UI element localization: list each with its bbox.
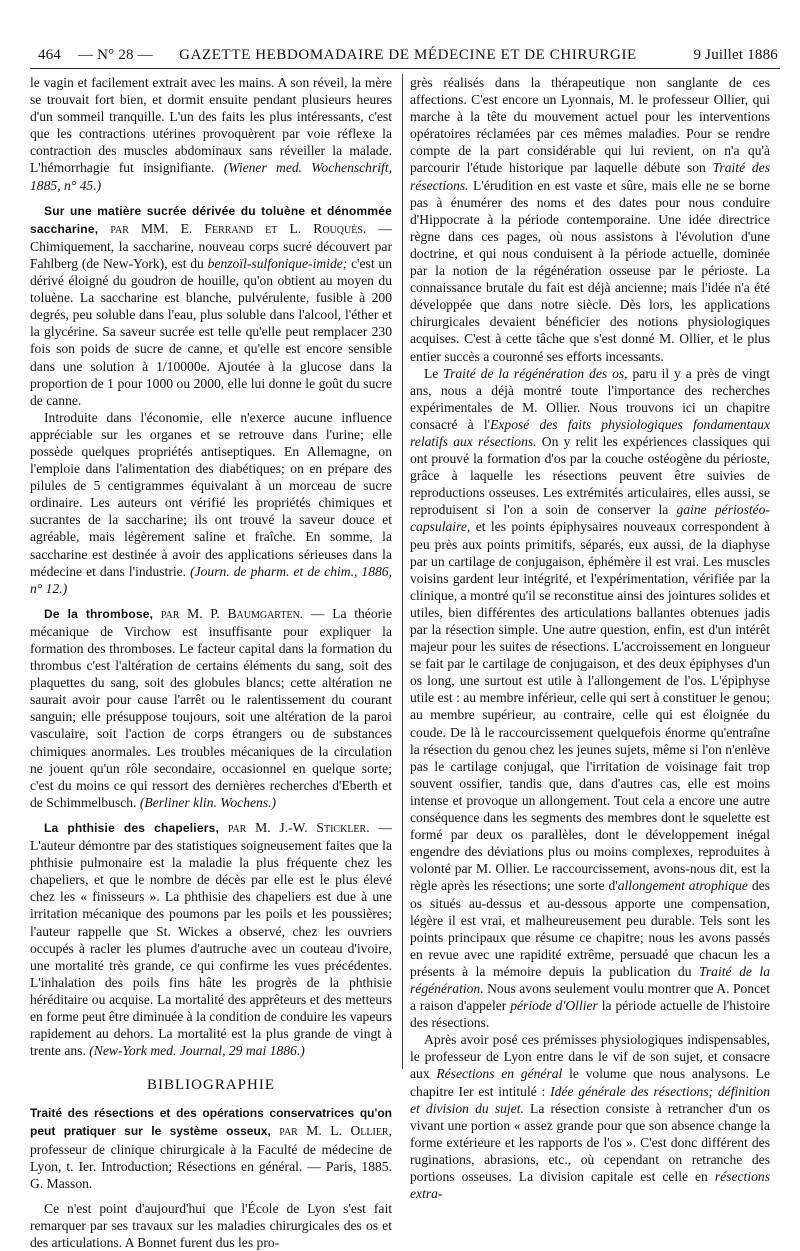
book-title: Traité des résections et des opérations conservatrices qu'on peut pratiquer sur le système osseux, — [30, 1106, 392, 1139]
article-phthisie — [30, 819, 392, 1059]
text: le vagin et facilement extrait avec les mains. A son réveil, la mère se trouvait fort bien, et dormit ensuite pendant plusieurs heures d'un sommeil tranquille. L'un des faits les plus intéressants, c'est que les contractions utérines provoquèrent par voie réflexe la contraction des muscles abdominaux sans réveiller la malade. L'hémorrhagie fut insignifiante. — [30, 75, 392, 176]
citation: (Wiener med. Wochenschrift, 1885, n° 45.) — [30, 160, 393, 193]
text: — L'auteur démontre par des statistiques soigneusement faites que la phthisie pulmonaire est la maladie la plus fréquente chez les chapeliers, et que le nombre de décès par elle est le plus élevé chez les « finisseurs ». La phthisie des chapeliers est due à une irritation mécanique des poumons par les poils et les poussières; l'auteur rappelle que St. Wickes a observé, chez les ouvriers occupés à racler les plumes d'autruche avec un couteau d'ivoire, une mortalité très grande, ce qui confirme les vues précédentes. L'inhalation des poils fins hâte les progrès de la phthisie héréditaire ou acquise. La mortalité des apprêteurs et des metteurs en forme peut être diminuée à la condition de conduire les vapeurs rapidement au dehors. La mortalité est la plus grande de vingt à trente ans. — [30, 819, 393, 1059]
text: La résection consiste à retrancher d'un os vivant une portion « assez grande pour que son absence change la forme extérieure et les rapports de l'os ». C'est donc différent des ruginations, abrasions, etc., où cependant on retranche des portions osseuses. La division capitale est celle en — [410, 1100, 770, 1184]
paragraph — [30, 74, 392, 194]
text: On y relit les expériences classiques qui ont prouvé la formation d'os par la couche ostéogène du périoste, grâce à laquelle les résections peuvent être suivies de reproductions osseuses. Les extrémités articulaires, elles aussi, se reproduisent si l'on a soin de conserver la — [410, 433, 770, 518]
column-divider — [402, 74, 403, 1069]
article-title: De la thrombose, — [44, 606, 154, 621]
emphasis: Idée générale des résections; définition et division du sujet. — [410, 1083, 770, 1116]
emphasis: gaine périostéo-capsulaire, — [410, 502, 771, 535]
chemical-name: benzoïl-sulfonique-imide; — [207, 255, 348, 271]
article-authors: par M. J.-W. Stickler. — [227, 819, 370, 835]
emphasis: période d'Ollier — [510, 998, 598, 1014]
header-rule — [30, 68, 780, 69]
text: paru il y a près de vingt ans, nous a déjà montré toute l'importance des recherches expérimentales de M. Ollier. Nous trouvons ici un chapitre consacré à l' — [410, 365, 770, 432]
text: Nous avons seulement voulu montrer que A. Poncet a raison d'appeler — [410, 980, 770, 1014]
article-thrombose — [30, 605, 392, 811]
text: c'est un dérivé éloigné du goudron de houille, qu'on obtient au moyen du toluène. La saccharine est blanche, pulvérulente, fusible à 200 degrés, peu soluble dans l'eau, plus soluble dans l'alcool, l'éther et la glycérine. Sa saveur sucrée est telle qu'elle peut remplacer 230 fois son poids de sucre de canne, et qu'elle est encore sensible dans une solution à 1/10000e. Ajoutée à la glucose dans la proportion de 1 pour 1000 ou 2000, elle lui donne le goût du sucre de canne. — [30, 255, 393, 408]
text: la période actuelle de l'histoire des résections. — [410, 998, 770, 1031]
text: Le — [424, 365, 439, 381]
text: grès réalisés dans la thérapeutique non sanglante de ces affections. C'est encore un Lyonnais, M. le professeur Ollier, qui marche à la tête du mouvement actuel pour les interventions opératoires réclamées par ces mêmes maladies. Pour se rendre compte de la part considérable qui lui revient, on n'a qu'à parcourir l'étude historique par laquelle débute son — [410, 75, 770, 176]
emphasis: Traité des résections. — [410, 160, 770, 193]
citation: (Journ. de pharm. et de chim., 1886, n° 12.) — [30, 563, 392, 596]
issue-number: — N° 28 — — [78, 47, 153, 63]
text: Après avoir posé ces prémisses physiologiques indispensables, le professeur de Lyon entre dans le vif de son sujet, et consacre aux — [410, 1032, 770, 1082]
text: et les points épiphysaires nouveaux correspondent à peu près aux points primitifs, séparés, eux aussi, de la diaphyse par un cartilage de conjugaison, éphémère il est vrai. Les muscles voisins gardent leur intégrité, et l'expérimentation, vérifiée par la clinique, a montré qu'il se reconstitue ainsi des jointures solides et utiles, bien différentes des articulations ballantes obtenues jadis par la résection simple. Une autre question, enfin, est d'un intérêt majeur pour les suites de résections. L'accroissement en longueur se fait par le cartilage de conjugaison, et des deux épiphyses d'un os long, une surtout est utile à l'allongement de l'os. L'épiphyse utile est : au membre inférieur, celle qui sert à constituer le genou; au membre supérieur, au contraire, celle qui est éloignée du coude. De là le raccourcissement quelquefois énorme qu'entraîne la résection du genou chez les jeunes sujets, même si l'on n'enlève pas le cartilage conjugal, que l'irritation de voisinage fait trop souvent ossifier, tandis que, dans d'autres cas, elle est moins intense et provoque un allongement. Tout cela a encore une autre conséquence dans les segments des membres dont le squelette est formé par deux os parallèles, dont le développement inégal engendre des déviations plus ou moins complexes, reproduites à volonté par M. Ollier. Le raccourcissement, avons-nous dit, est la règle après les résections; une sorte d' — [410, 519, 770, 894]
citation: (Berliner klin. Wochens.) — [139, 794, 277, 810]
left-column — [30, 74, 392, 1251]
book-author: par M. L. Ollier, — [279, 1123, 392, 1139]
text: — Chimiquement, la saccharine, nouveau corps sucré découvert par Fahlberg (de New-York), est du — [30, 220, 392, 271]
emphasis: Résections en général — [436, 1066, 563, 1082]
emphasis: allongement atrophique — [617, 878, 748, 894]
section-heading: BIBLIOGRAPHIE — [147, 1077, 275, 1094]
paragraph — [410, 365, 770, 1032]
page-number: 464 — [38, 47, 62, 63]
article-saccharine — [30, 202, 392, 409]
page-header — [38, 40, 778, 64]
paragraph — [30, 409, 392, 597]
book-details: professeur de clinique chirurgicale à la Faculté de médecine de Lyon, t. Ier. Introduction; Résections en général. — Paris, 1885. G. Masson. — [30, 1141, 392, 1191]
text: — La théorie mécanique de Virchow est insuffisante pour expliquer la formation des thromboses. Le facteur capital dans la formation du thrombus c'est l'altération de certains éléments du sang, soit des plaquettes du sang, soit des globules blancs; cette altération ne saurait avoir pour cause l'arrêt ou le ralentissement du courant sanguin; elle présuppose toujours, soit une altération de la paroi vasculaire, soit l'action de corps étrangers ou de substances chimiques anormales. Les troubles mécaniques de la circulation ne jouent qu'un rôle secondaire, occasionnel en quelque sorte; c'est du moins ce qui ressort des dernières recherches d'Eberth et de Schimmelbusch. — [30, 605, 392, 810]
article-title: La phthisie des chapeliers, — [44, 820, 219, 835]
bibliography-entry — [30, 1104, 392, 1191]
right-column — [410, 74, 770, 1202]
emphasis: Traité de la régénération des os, — [443, 365, 628, 381]
text: le volume que nous analysons. Le chapitre Ier est intitulé : — [410, 1066, 770, 1099]
paragraph — [410, 1031, 770, 1202]
text: Introduite dans l'économie, elle n'exerce aucune influence appréciable sur les organes et se retrouve dans l'urine; elle possède quelques propriétés antiseptiques. En Allemagne, on l'emploie dans l'alimentation des diabétiques; on en prépare des pilules de 5 centigrammes équivalant à un morceau de sucre ordinaire. Les auteurs ont vérifié les propriétés chimiques et sucrantes de la saccharine; ils ont trouvé la saveur douce et agréable, mais légèrement saline et fraîche. En somme, la saccharine est destinée à avoir des applications sérieuses dans la médecine et dans l'industrie. — [30, 409, 392, 579]
text: L'érudition en est vaste et sûre, mais elle ne se borne pas à énumérer des noms et des dates pour nous conduire d'Hippocrate à la période contemporaine. Une idée directrice règne dans ces pages, où nous assistons à l'évolution d'une doctrine, et qui nous conduisent à la période actuelle, dominée par la notion de la régénération osseuse par le périoste. La connaissance brutale du fait est déjà ancienne; mais l'idée n'a été développée que dans notre siècle. Dès lors, les applications chirurgicales devaient bénéficier des notions physiologiques acquises. C'est à cette tâche que s'est donné M. Ollier, et le plus entier succès a couronné ses efforts incessants. — [410, 177, 771, 364]
paragraph — [410, 74, 770, 365]
article-title: Sur une matière sucrée dérivée du toluène et dénommée saccharine, — [30, 203, 392, 236]
article-authors: par MM. E. Ferrand et L. Rouquès. — [110, 220, 367, 236]
emphasis: résections extra- — [410, 1169, 770, 1202]
paragraph — [30, 1200, 392, 1251]
emphasis: Exposé des faits physiologiques fondamentaux relatifs aux résections. — [410, 416, 770, 449]
article-authors: par M. P. Baumgarten. — [160, 605, 304, 621]
emphasis: Traité de la régénération. — [410, 963, 771, 996]
text: des os situés au-dessus et au-dessous apporte une compensation, légère il est vrai, et malheureusement peu durable. Tels sont les points principaux que résume ce chapitre; nous les avons passés en revue avec une rapidité extrême, persuadé que chacun les a présents à la mémoire depuis la publication du — [410, 878, 770, 979]
issue-date: 9 Juillet 1886 — [693, 47, 778, 63]
text: Ce n'est point d'aujourd'hui que l'École de Lyon s'est fait remarquer par ses travaux sur les maladies chirurgicales des os et des articulations. A Bonnet furent dus les pro- — [30, 1200, 392, 1250]
journal-title: GAZETTE HEBDOMADAIRE DE MÉDECINE ET DE CHIRURGIE — [179, 47, 637, 63]
citation: (New-York med. Journal, 29 mai 1886.) — [89, 1043, 305, 1059]
